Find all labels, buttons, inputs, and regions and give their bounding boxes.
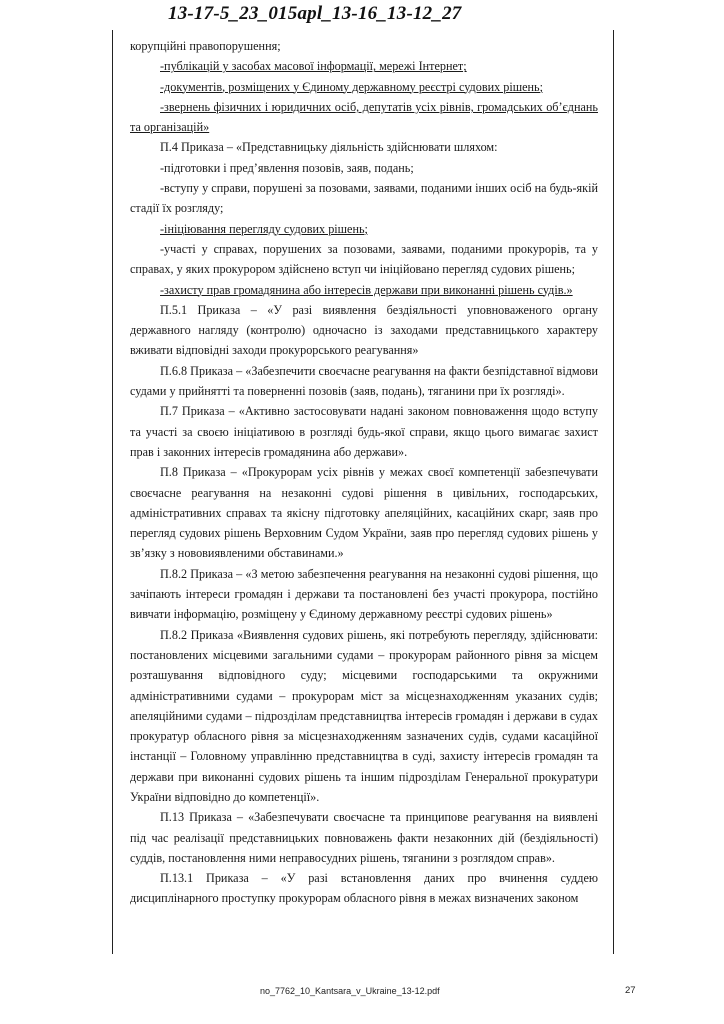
underlined-text: -ініціювання перегляду судових рішень; bbox=[160, 221, 368, 236]
paragraph bbox=[130, 97, 598, 138]
paragraph: -підготовки і пред’явлення позовів, заяв, подань; bbox=[160, 160, 414, 175]
footer-page-number: 27 bbox=[625, 985, 636, 996]
paragraph: П.4 Приказа – «Представницьку діяльність здійснювати шляхом: bbox=[160, 140, 498, 155]
underlined-text: -захисту прав громадянина або інтересів держави при виконанні рішень судів.» bbox=[160, 282, 573, 297]
paragraph bbox=[130, 56, 598, 76]
paragraph: П.13.1 Приказа – «У разі встановлення даних про вчинення суддею дисциплінарного проступку прокурорам обласного рівня в межах визначених законом bbox=[130, 871, 598, 906]
paragraph: П.7 Приказа – «Активно застосовувати надані законом повноваження щодо вступу та участі за своєю ініціативою в розгляді будь-якої справи, якщо цього вимагає захист прав і законних інтересів громадянина або держави». bbox=[130, 404, 598, 459]
paragraph: П.8.2 Приказа «Виявлення судових рішень, які потребують перегляду, здійснювати: постановлених місцевими загальними судами – прокурорам районного рівня за місцем розташування відповідного суду; місцевими господарськими та окружними адміністративними судами – прокурорам міст за місцезнаходженням указаних судів; апеляційними судами – підрозділам представництва інтересів громадян і держави в судах прокуратур обласного рівня за місцезнаходженням зазначених судів, судами касаційної інстанції – Головному управлінню представництва в суді, захисту інтересів громадян та держави при виконанні судових рішень та іншим підрозділам Генеральної прокуратури України відповідно до компетенції». bbox=[130, 627, 598, 804]
underlined-text: -звернень фізичних і юридичних осіб, депутатів усіх рівнів, громадських об’єднань та організацій» bbox=[130, 99, 598, 135]
paragraph: П.13 Приказа – «Забезпечувати своєчасне та принципове реагування на виявлені під час реалізації представницьких повноважень факти незаконних дій (бездіяльності) суддів, постановлення ними неправосудних рішень, тяганини з розглядом справ». bbox=[130, 810, 598, 865]
paragraph: -вступу у справи, порушені за позовами, заявами, поданими інших осіб на будь-якій стадії їх розгляду; bbox=[130, 181, 598, 216]
paragraph: П.8.2 Приказа – «З метою забезпечення реагування на незаконні судові рішення, що зачіпають інтереси громадян і держави та постановлені без участі прокурора, постійно вивчати інформацію, розміщену у Єдиному державному реєстрі судових рішень» bbox=[130, 566, 598, 622]
right-margin-line bbox=[613, 30, 614, 954]
paragraph: корупційні правопорушення; bbox=[130, 39, 281, 53]
left-margin-line bbox=[112, 30, 113, 954]
paragraph bbox=[130, 77, 598, 97]
paragraph bbox=[130, 280, 598, 300]
paragraph: П.5.1 Приказа – «У разі виявлення бездіяльності уповноваженого органу державного нагляду (контролю) одночасно із заходами представницького характеру вживати відповідні заходи прокурорського реагування» bbox=[130, 302, 598, 358]
paragraph: П.6.8 Приказа – «Забезпечити своєчасне реагування на факти безпідставної відмови судами у прийнятті та поверненні позовів (заяв, подань), тяганини при їх розгляді». bbox=[130, 363, 598, 399]
paragraph: -участі у справах, порушених за позовами, заявами, поданими прокурорів, та у справах, у яких прокурором здійснено вступ чи ініційовано перегляд судових рішень; bbox=[130, 241, 598, 277]
footer-filename: no_7762_10_Kantsara_v_Ukraine_13-12.pdf bbox=[260, 986, 440, 996]
page-header-title: 13-17-5_23_015apl_13-16_13-12_27 bbox=[168, 3, 462, 24]
paragraph bbox=[130, 219, 598, 239]
paragraph: П.8 Приказа – «Прокурорам усіх рівнів у межах своєї компетенції забезпечувати своєчасне реагування на незаконні судові рішення в цивільних, господарських, адміністративних справах та якісну підготовку апеляційних, касаційних скарг, заяв про перегляд судових рішень Верховним Судом України, заяв про перегляд судових рішень у зв’язку з нововиявленими обставинами.» bbox=[130, 465, 598, 561]
underlined-text: -документів, розміщених у Єдиному державному реєстрі судових рішень; bbox=[160, 79, 543, 94]
underlined-text: -публікацій у засобах масової інформації, мережі Інтернет; bbox=[160, 59, 467, 74]
document-body bbox=[130, 36, 598, 909]
